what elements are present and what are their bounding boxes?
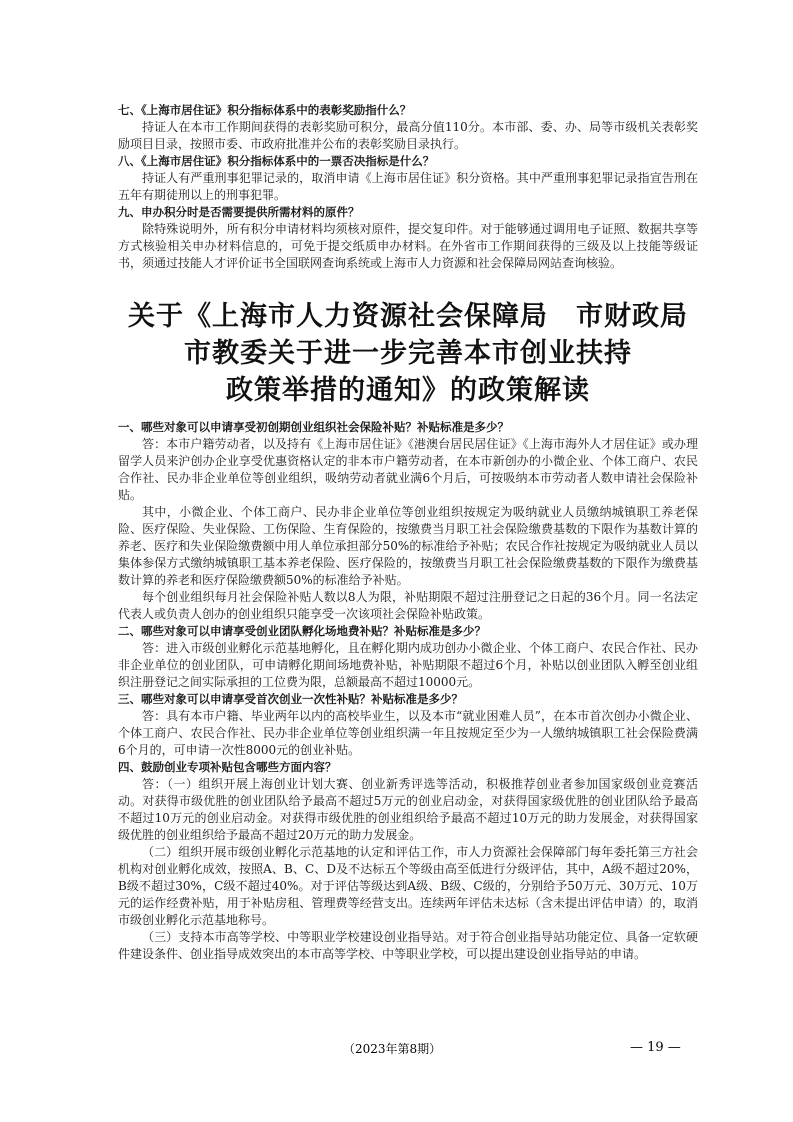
answer-paragraph: 答：本市户籍劳动者，以及持有《上海市居住证》《港澳台居民居住证》《上海市海外人才居住证》或办理留学人员来沪创办企业享受优惠资格认定的非本市户籍劳动者，在本市新创办的小微企业、个体工商户、农民合作社、民办非企业单位等创业组织，吸纳劳动者就业满6个月后，可按吸纳本市劳动者人数申请社会保险补贴。 (118, 437, 698, 502)
question-heading: 二、哪些对象可以申请享受创业团队孵化场地费补贴？补贴标准是多少？ (118, 624, 486, 638)
answer-paragraph: 其中，小微企业、个体工商户、民办非企业单位等创业组织按规定为吸纳就业人员缴纳城镇职工养老保险、医疗保险、失业保险、工伤保险、生育保险的，按缴费当月职工社会保险缴费基数的下限作为基数计算的养老、医疗和失业保险缴费额中用人单位承担部分50%的标准给予补贴；农民合作社按规定为吸纳就业人员以集体参保方式缴纳城镇职工基本养老保险、医疗保险的，按缴费当月职工社会保险缴费基数的下限作为缴费基数计算的养老和医疗保险缴费额50%的标准给予补贴。 (118, 505, 698, 587)
answer-paragraph: 答：（一）组织开展上海创业计划大赛、创业新秀评选等活动，积极推荐创业者参加国家级创业竞赛活动。对获得市级优胜的创业团队给予最高不超过5万元的创业启动金，对获得国家级优胜的创业团队给予最高不超过10万元的创业启动金。对获得市级优胜的创业组织给予最高不超过10万元的助力发展金，对获得国家级优胜的创业组织给予最高不超过20万元的助力发展金。 (118, 777, 698, 842)
question-heading: 七、《上海市居住证》积分指标体系中的表彰奖励指什么？ (118, 103, 412, 117)
title-line-2: 市教委关于进一步完善本市创业扶持 (184, 338, 632, 369)
title-line-1: 关于《上海市人力资源社会保障局 市财政局 (128, 301, 688, 332)
answer-paragraph: 持证人在本市工作期间获得的表彰奖励可积分，最高分值110分。本市部、委、办、局等市级机关表彰奖励项目目录，按照市委、市政府批准并公布的表彰奖励目录执行。 (118, 120, 698, 151)
page-footer (0, 1040, 793, 1060)
title-line-3: 政策举措的通知》的政策解读 (226, 375, 590, 406)
answer-paragraph: （三）支持本市高等学校、中等职业学校建设创业指导站。对于符合创业指导站功能定位、具备一定软硬件建设条件、创业指导成效突出的本市高等学校、中等职业学校，可以提出建设创业指导站的申请。 (118, 930, 698, 961)
answer-paragraph: 答：进入市级创业孵化示范基地孵化，且在孵化期内成功创办小微企业、个体工商户、农民合作社、民办非企业单位的创业团队，可申请孵化期间场地费补贴，补贴期限不超过6个月，补贴以创业团队入孵至创业组织注册登记之间实际承担的工位费为限，总额最高不超过10000元。 (118, 641, 698, 689)
question-heading: 八、《上海市居住证》积分指标体系中的一票否决指标是什么？ (118, 154, 435, 168)
answer-paragraph: 持证人有严重刑事犯罪记录的，取消申请《上海市居住证》积分资格。其中严重刑事犯罪记录指宣告刑在五年有期徒刑以上的刑事犯罪。 (118, 171, 698, 202)
answer-paragraph: 答：具有本市户籍、毕业两年以内的高校毕业生，以及本市“就业困难人员”，在本市首次创办小微企业、个体工商户、农民合作社、民办非企业单位等创业组织满一年且按规定至少为一人缴纳城镇职工社会保险费满6个月的，可申请一次性8000元的创业补贴。 (118, 709, 698, 757)
question-heading: 三、哪些对象可以申请享受首次创业一次性补贴？补贴标准是多少？ (118, 692, 463, 706)
issue-label: （2023年第8期） (343, 1042, 442, 1056)
answer-paragraph: 每个创业组织每月社会保险补贴人数以8人为限，补贴期限不超过注册登记之日起的36个月。同一名法定代表人或负责人创办的创业组织只能享受一次该项社会保险补贴政策。 (118, 590, 698, 621)
answer-paragraph: （二）组织开展市级创业孵化示范基地的认定和评估工作，市人力资源社会保障部门每年委托第三方社会机构对创业孵化成效，按照A、B、C、D及不达标五个等级由高至低进行分级评估，其中，A级不超过20%，B级不超过30%，C级不超过40%。对于评估等级达到A级、B级、C级的，分别给予50万元、30万元、10万元的运作经费补贴，用于补贴房租、管理费等经营支出。连续两年评估未达标（含未提出评估申请）的，取消市级创业孵化示范基地称号。 (118, 845, 698, 927)
page-body (118, 102, 698, 963)
question-heading: 一、哪些对象可以申请享受初创期创业组织社会保险补贴？补贴标准是多少？ (118, 420, 509, 434)
main-sections (118, 419, 698, 963)
question-heading: 四、鼓励创业专项补贴包含哪些方面内容？ (118, 760, 337, 774)
answer-paragraph: 除特殊说明外，所有积分申请材料均须核对原件，提交复印件。对于能够通过调用电子证照、数据共享等方式核验相关申办材料信息的，可免于提交纸质申办材料。在外省市工作期间获得的三级及以上技能等级证书，须通过技能人才评价证书全国联网查询系统或上海市人力资源和社会保障局网站查询核验。 (118, 222, 698, 270)
top-sections (118, 102, 698, 272)
page-number: — 19 — (630, 1040, 681, 1055)
article-title (118, 298, 698, 409)
question-heading: 九、申办积分时是否需要提供所需材料的原件？ (118, 205, 360, 219)
